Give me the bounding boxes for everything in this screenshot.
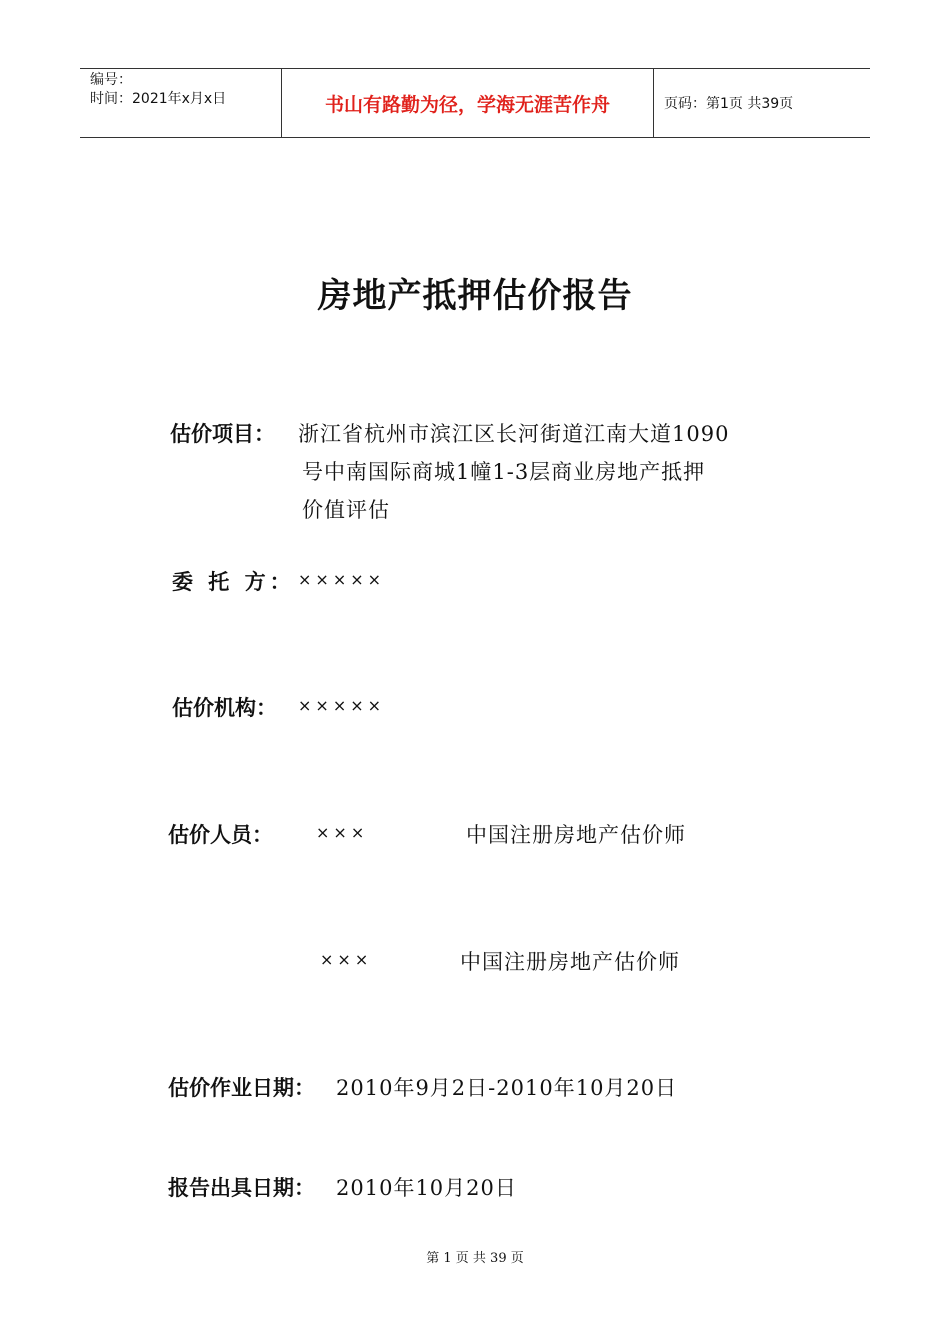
appraiser-name-2: ××× <box>320 950 373 969</box>
header-meta <box>80 69 281 137</box>
appraiser-title-2: 中国注册房地产估价师 <box>460 950 680 974</box>
work-date-value: 2010年9月2日-2010年10月20日 <box>336 1076 678 1100</box>
header-number: 编号： <box>90 72 132 88</box>
agency-value: ××××× <box>298 696 386 715</box>
appraiser-label: 估价人员： <box>168 823 273 847</box>
project-line-1: 浙江省杭州市滨江区长河街道江南大道1090 <box>298 422 730 446</box>
agency-label: 估价机构： <box>172 696 277 720</box>
header-page-info: 页码：第1页 共39页 <box>664 96 794 112</box>
project-line-3: 价值评估 <box>302 498 390 522</box>
client-value: ××××× <box>298 570 386 589</box>
page-footer: 第 1 页 共 39 页 <box>426 1251 524 1266</box>
report-date-label: 报告出具日期： <box>168 1176 315 1200</box>
header-motto: 书山有路勤为径，学海无涯苦作舟 <box>281 69 654 137</box>
project-line-2: 号中南国际商城1幢1-3层商业房地产抵押 <box>302 460 706 484</box>
page-header <box>80 68 870 138</box>
appraiser-title-1: 中国注册房地产估价师 <box>466 823 686 847</box>
document-title: 房地产抵押估价报告 <box>317 276 633 316</box>
header-time: 时间：2021年x月x日 <box>90 91 227 107</box>
project-label: 估价项目： <box>170 422 275 446</box>
client-label: 委 托 方： <box>172 570 295 594</box>
report-date-value: 2010年10月20日 <box>336 1176 517 1200</box>
appraiser-name-1: ××× <box>316 823 369 842</box>
work-date-label: 估价作业日期： <box>168 1076 315 1100</box>
